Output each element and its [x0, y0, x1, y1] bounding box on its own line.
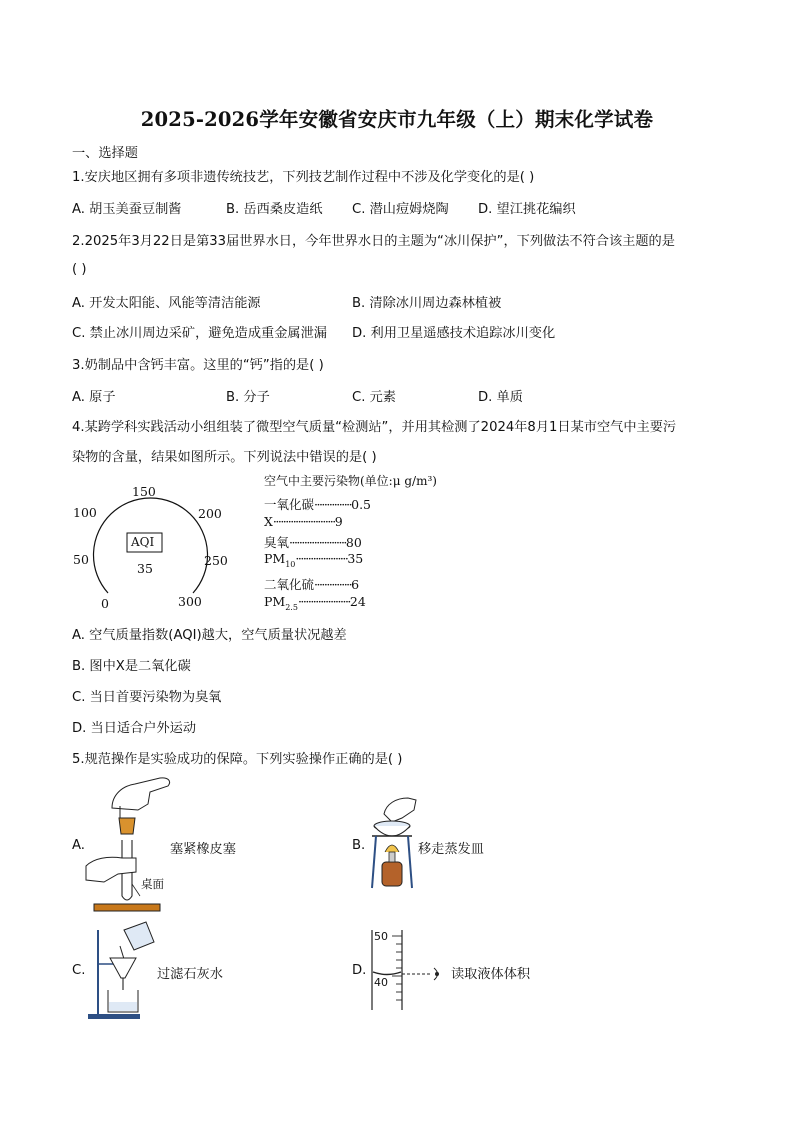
gauge-aqi-label: AQI [131, 535, 155, 549]
gauge-tick-250: 250 [204, 553, 228, 568]
gauge-tick-50: 50 [73, 552, 89, 567]
cylinder-scale-bottom: 40 [374, 976, 388, 989]
q5-option-d-letter: D. [352, 963, 367, 978]
q4-option-c: C. 当日首要污染物为臭氧 [72, 690, 222, 705]
q5-option-a-caption: 塞紧橡皮塞 [170, 842, 236, 857]
q2-option-a: A. 开发太阳能、风能等清洁能源 [72, 296, 261, 311]
q5-stem: 5.规范操作是实验成功的保障。下列实验操作正确的是( ) [72, 752, 403, 767]
q3-stem: 3.奶制品中含钙丰富。这里的“钙”指的是( ) [72, 358, 324, 373]
q3-option-b: B. 分子 [226, 390, 270, 405]
pollutant-row: $PM_{2.5}\cdot\cdot\cdot\cdot\cdot\cdot\cdot\cdot\cdot\cdot\cdot\cdot\cdot\cdot\cdot\cdot\cdot\cdot\cdot\cdot\cdot 24$ [264, 594, 366, 612]
table-surface-label: 桌面 [141, 877, 164, 891]
q5-option-d-caption: 读取液体体积 [451, 967, 531, 982]
q5-option-a-letter: A. [72, 838, 85, 853]
q3-option-d: D. 单质 [478, 390, 523, 405]
gauge-tick-300: 300 [178, 594, 202, 609]
q5-option-b-caption: 移走蒸发皿 [418, 842, 484, 857]
pollutant-row: 二氧化硫···············6 [264, 577, 360, 592]
cylinder-scale-top: 50 [374, 930, 388, 943]
q1-option-d: D. 望江挑花编织 [478, 202, 576, 217]
q4-stem-line1: 4.某跨学科实践活动小组组装了微型空气质量“检测站”，并用其检测了2024年8月1日某市空气中主要污 [72, 420, 677, 435]
section-heading: 一、选择题 [72, 146, 138, 161]
q4-stem-line2: 染物的含量，结果如图所示。下列说法中错误的是( ) [72, 450, 377, 465]
q4-option-b: B. 图中X是二氧化碳 [72, 659, 191, 674]
pollutant-table-header: 空气中主要污染物(单位:μ g/m³) [264, 474, 437, 488]
q1-stem: 1.安庆地区拥有多项非遗传统技艺，下列技艺制作过程中不涉及化学变化的是( ) [72, 170, 535, 185]
q2-option-d: D. 利用卫星遥感技术追踪冰川变化 [352, 326, 556, 341]
q2-option-c: C. 禁止冰川周边采矿，避免造成重金属泄漏 [72, 326, 327, 341]
pollutant-row: X·························9 [264, 514, 343, 529]
q4-option-d: D. 当日适合户外运动 [72, 721, 197, 736]
q1-option-a: A. 胡玉美蚕豆制酱 [72, 202, 182, 217]
q1-option-b: B. 岳西桑皮造纸 [226, 202, 323, 217]
q5-option-c-caption: 过滤石灰水 [157, 967, 223, 982]
gauge-tick-150: 150 [132, 484, 156, 499]
gauge-tick-0: 0 [101, 596, 109, 611]
pollutant-row: $PM_{10}\cdot\cdot\cdot\cdot\cdot\cdot\cdot\cdot\cdot\cdot\cdot\cdot\cdot\cdot\cdot\cdot\cdot\cdot\cdot\cdot\cdot 35$ [264, 551, 364, 569]
pollutant-row: 一氧化碳···············0.5 [264, 497, 372, 512]
q4-option-a: A. 空气质量指数(AQI)越大，空气质量状况越差 [72, 628, 347, 643]
q1-option-c: C. 潜山痘姆烧陶 [352, 202, 449, 217]
q3-option-c: C. 元素 [352, 390, 396, 405]
q3-option-a: A. 原子 [72, 390, 116, 405]
gauge-aqi-value: 35 [137, 561, 153, 576]
q5-option-b-letter: B. [352, 838, 366, 853]
q2-option-b: B. 清除冰川周边森林植被 [352, 296, 502, 311]
exam-title: 2025-2026学年安徽省安庆市九年级（上）期末化学试卷 [140, 108, 654, 131]
q2-stem-line2: ( ) [72, 262, 87, 277]
gauge-tick-200: 200 [198, 506, 222, 521]
gauge-tick-100: 100 [73, 505, 97, 520]
q5-option-c-letter: C. [72, 963, 86, 978]
q2-stem-line1: 2.2025年3月22日是第33届世界水日，今年世界水日的主题为“冰川保护”，下列做法不符合该主题的是 [72, 234, 675, 249]
pollutant-row: 臭氧·······················80 [264, 535, 362, 550]
